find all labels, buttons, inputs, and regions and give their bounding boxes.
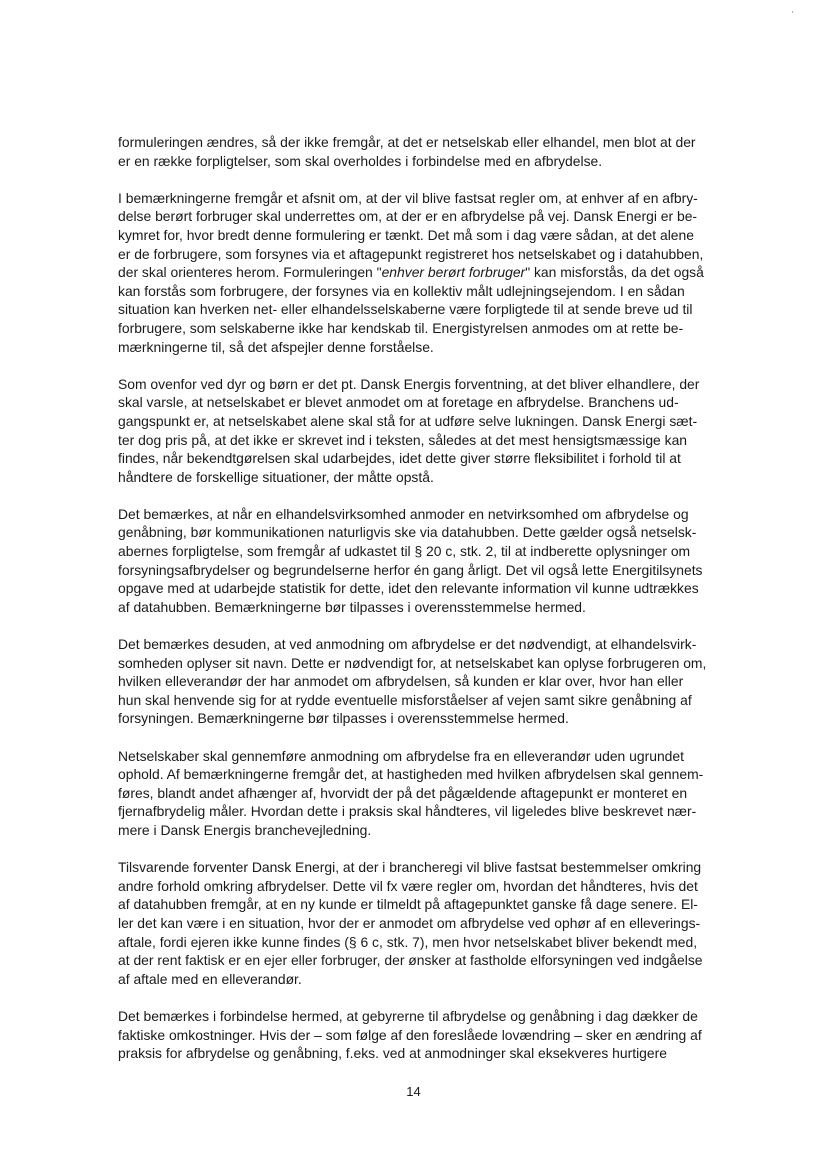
- text-line: håndtere de forskellige situationer, der måtte opstå.: [118, 468, 434, 485]
- text-line: Tilsvarende forventer Dansk Energi, at der i brancheregi vil blive fastsat bestemmelser omkring: [118, 859, 702, 876]
- text-line: aftale, fordi ejeren ikke kunne findes (§ 6 c, stk. 7), men hvor netselskabet bliver bekendt med,: [118, 933, 698, 950]
- text-line: andre forhold omkring afbrydelser. Dette vil fx være regler om, hvordan det håndteres, hvis det: [118, 877, 698, 894]
- text-line: delse berørt forbruger skal underrettes om, at der er en afbrydelse på vej. Dansk Energi er be-: [118, 208, 698, 225]
- text-line-end: " kan misforstås, da det også: [525, 264, 704, 281]
- text-line: at der rent faktisk er en ejer eller forbruger, der ønsker at fastholde elforsyningen ved indgåelse: [118, 952, 703, 969]
- paragraph-3: [118, 375, 748, 487]
- paragraph-2: [118, 189, 748, 356]
- text-line: fjernafbrydelig måler. Hvordan dette i praksis skal håndteres, vil ligeledes blive beskrevet nær-: [118, 803, 697, 820]
- paragraph-4: [118, 505, 748, 617]
- text-line: Det bemærkes desuden, at ved anmodning om afbrydelse er det nødvendigt, at elhandelsvirk-: [118, 636, 697, 653]
- text-line: Det bemærkes, at når en elhandelsvirksomhed anmoder en netvirksomhed om afbrydelse og: [118, 505, 689, 522]
- text-line: gangspunkt er, at netselskabet alene skal stå for at udføre selve lukningen. Dansk Energi sæt-: [118, 412, 698, 429]
- text-line: skal varsle, at netselskabet er blevet anmodet om at foretage en afbrydelse. Branchens ud-: [118, 394, 679, 411]
- paragraph-6: [118, 747, 748, 840]
- scan-mark: ': [792, 10, 794, 19]
- text-line: af datahubben fremgår, at en ny kunde er tilmeldt på aftagepunktet ganske få dage senere. El-: [118, 896, 698, 913]
- text-line: ler det kan være i en situation, hvor der er anmodet om afbrydelse ved ophør af en elleverings-: [118, 914, 701, 931]
- text-line: ophold. Af bemærkningerne fremgår det, at hastigheden med hvilken afbrydelsen skal gennem-: [118, 766, 704, 783]
- text-line: Det bemærkes i forbindelse hermed, at gebyrerne til afbrydelse og genåbning i dag dækker de: [118, 1007, 698, 1024]
- text-line: [118, 263, 748, 282]
- text-line: genåbning, bør kommunikationen naturligvis ske via datahubben. Dette gælder også netselsk-: [118, 524, 697, 541]
- text-line: mærkningerne til, så det afspejler denne forståelse.: [118, 338, 434, 355]
- text-line: kymret for, hvor bredt denne formulering er tænkt. Det må som i dag være sådan, at det alene: [118, 226, 694, 243]
- text-line: forsyningsafbrydelser og begrundelserne herfor én gang årligt. Det vil også lette Energitilsynets: [118, 561, 703, 578]
- text-line: kan forstås som forbrugere, der forsynes via en kollektiv målt udlejningsejendom. I en sådan: [118, 282, 685, 299]
- paragraph-8: [118, 1007, 748, 1063]
- text-line: ter dog pris på, at det ikke er skrevet ind i teksten, således at det mest hensigtsmæssige kan: [118, 431, 688, 448]
- text-line: opgave med at udarbejde statistik for dette, idet den relevante information vil kunne udtrækkes: [118, 580, 699, 597]
- text-line: Som ovenfor ved dyr og børn er det pt. Dansk Energis forventning, at det bliver elhandlere, der: [118, 375, 700, 392]
- text-line: Netselskaber skal gennemføre anmodning om afbrydelse fra en elleverandør uden ugrundet: [118, 747, 684, 764]
- text-line: findes, når bekendtgørelsen skal udarbejdes, idet dette giver større fleksibilitet i forhold til at: [118, 450, 681, 467]
- body-text: [118, 133, 748, 1081]
- text-line: er en række forpligtelser, som skal overholdes i forbindelse med en afbrydelse.: [118, 152, 603, 169]
- text-line: situation kan hverken net- eller elhandelsselskaberne være forpligtede til at sende breve ud til: [118, 301, 693, 318]
- paragraph-5: [118, 635, 748, 728]
- text-line: praksis for afbrydelse og genåbning, f.eks. ved at anmodninger skal eksekveres hurtigere: [118, 1045, 667, 1062]
- paragraph-1: [118, 133, 748, 170]
- italic-quote: enhver berørt forbruger: [381, 264, 526, 281]
- text-line: somheden oplyser sit navn. Dette er nødvendigt for, at netselskabet kan oplyse forbrugeren om,: [118, 654, 707, 671]
- text-line: hvilken elleverandør der har anmodet om afbrydelsen, så kunden er klar over, hvor han eller: [118, 673, 684, 690]
- text-line: formuleringen ændres, så der ikke fremgår, at det er netselskab eller elhandel, men blot at der: [118, 134, 696, 150]
- text-line: forbrugere, som selskaberne ikke har kendskab til. Energistyrelsen anmodes om at rette be-: [118, 319, 684, 336]
- page-number: 14: [406, 1084, 421, 1099]
- text-line: forsyningen. Bemærkningerne bør tilpasses i overensstemmelse hermed.: [118, 710, 569, 727]
- text-line: er de forbrugere, som forsynes via et aftagepunkt registreret hos netselskabet og i datahubben,: [118, 245, 704, 262]
- text-line: hun skal henvende sig for at rydde eventuelle misforståelser af vejen samt sikre genåbning af: [118, 691, 692, 708]
- text-line-start: der skal orienteres herom. Formuleringen ": [118, 264, 382, 281]
- paragraph-7: [118, 858, 748, 988]
- text-line: abernes forpligtelse, som fremgår af udkastet til § 20 c, stk. 2, til at indberette oplysninger om: [118, 543, 691, 560]
- text-line: I bemærkningerne fremgår et afsnit om, at der vil blive fastsat regler om, at enhver af en afbry-: [118, 189, 698, 206]
- text-line: faktiske omkostninger. Hvis der – som følge af den foreslåede lovændring – sker en ændring af: [118, 1026, 702, 1043]
- text-line: mere i Dansk Energis branchevejledning.: [118, 821, 372, 838]
- text-line: af aftale med en elleverandør.: [118, 970, 302, 987]
- text-line: føres, blandt andet afhænger af, hvorvidt der på det pågældende aftagepunkt er monteret en: [118, 784, 688, 801]
- text-line: af datahubben. Bemærkningerne bør tilpasses i overensstemmelse hermed.: [118, 598, 586, 615]
